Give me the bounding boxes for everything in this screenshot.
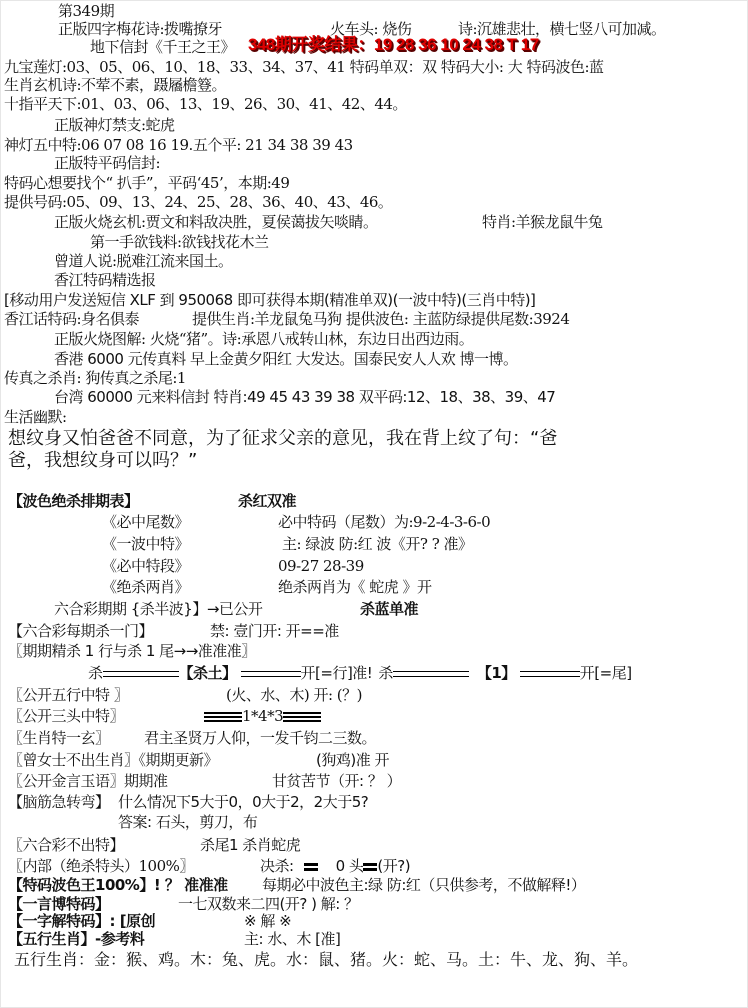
one-word-label: 【一言博特码】 — [8, 895, 110, 913]
lamp-five: 神灯五中特:06 07 08 16 19.五个平: 21 34 38 39 43 — [4, 136, 353, 154]
kill-b-end: 开[=尾] — [579, 664, 632, 682]
life-humor-label: 生活幽默: — [4, 408, 67, 426]
fire-picture: 正版火烧图解: 火烧“猪”。诗:承恩八戒转山林，东边日出西边雨。 — [54, 330, 474, 348]
thick-bar — [283, 712, 321, 722]
thick-bar — [204, 712, 242, 722]
riddle-question: 什么情况下5大于0，0大于2，2大于5? — [118, 793, 369, 811]
golden-words-label: 〖公开金言玉语〗期期准 — [8, 772, 168, 790]
draw-result-headline: 348期开奖结果：19 28 36 10 24 38 T 17 — [248, 35, 539, 54]
wuxing-zodiac-list: 五行生肖：金：猴、鸡。木：兔、虎。水：鼠、猪。火：蛇、马。土：牛、龙、狗、羊。 — [14, 950, 639, 969]
kill-line-title: 〖期期精杀 1 行与杀 1 尾→→准准准〗 — [8, 642, 256, 660]
equal-bar — [304, 863, 318, 871]
xiangjiang-talk: 香江话特码:身名俱泰 — [4, 310, 140, 328]
lamp-forbidden: 正版神灯禁支:蛇虎 — [54, 116, 175, 134]
inner-label: 〖内部（绝杀特头）100%〗 — [8, 857, 194, 875]
riddle-label: 【脑筋急转弯】 — [8, 793, 110, 811]
no-special-value: 杀尾1 杀肖蛇虎 — [200, 836, 301, 854]
zodiac-mystery-value: 君主圣贤万人仰，一发千钧二三数。 — [144, 729, 377, 747]
zeng-says: 曾道人说:脱难江流来国土。 — [54, 252, 233, 270]
first-hand: 第一手欲钱料:欲钱找花木兰 — [90, 233, 269, 251]
zodiac-mystery-label: 〖生肖特一玄〗 — [8, 729, 110, 747]
hk-fax: 香港 6000 元传真料 早上金黄夕阳红 大发达。国泰民安人人欢 博一博。 — [54, 350, 518, 368]
provided-zodiac: 提供生肖:羊龙鼠兔马狗 提供波色: 主蓝防绿提供尾数:3924 — [192, 310, 570, 328]
fire-mystery: 正版火烧玄机:贾文和料敌决胜，夏侯蔼拔矢啖睛。 — [54, 213, 378, 231]
double-line-divider — [241, 671, 301, 677]
riddle-answer: 答案: 石头，剪刀，布 — [118, 813, 258, 831]
one-char-label: 【一字解特码】: [原创 — [8, 912, 156, 930]
table-row-value: 09-27 28-39 — [278, 557, 364, 575]
xiangjiang-report: 香江特码精选报 — [54, 271, 156, 289]
table-title-right: 杀红双准 — [238, 492, 297, 510]
table-row-value: 必中特码（尾数）为:9-2-4-3-6-0 — [278, 513, 491, 531]
one-word-value: 一七双数来二四(开? ) 解: ？ — [178, 895, 359, 913]
table-row-label: 《一波中特》 — [102, 535, 190, 553]
inner-open: (开?) — [377, 857, 411, 875]
half-wave-right: 杀蓝单准 — [360, 600, 419, 618]
special-zodiac: 特肖:羊猴龙鼠牛兔 — [482, 213, 603, 231]
wave-king-label: 【特码波色王100%】! ？ 准准准 — [8, 876, 228, 894]
issue-number: 第349期 — [58, 2, 115, 20]
half-wave: 六合彩期期 {杀半波}】→已公开 — [54, 600, 263, 618]
special-thief: 特码心想要找个“ 扒手”，平码‘45’，本期:49 — [4, 174, 290, 192]
double-line-divider — [103, 671, 179, 677]
train-head: 火车头: 烧伤 — [330, 20, 412, 38]
wave-king-value: 每期必中波色主:绿 防:红（只供参考，不做解释!） — [262, 876, 586, 894]
table-row-label: 《必中尾数》 — [102, 513, 190, 531]
double-line-divider — [520, 671, 580, 677]
kill-b-tag: 【1】 — [476, 664, 516, 682]
zodiac-mystery-poem: 生肖玄机诗:不荤不素，蹑屩檐簦。 — [4, 76, 227, 94]
table-title: 【波色绝杀排期表】 — [8, 492, 139, 510]
table-row-value: 主: 绿波 防:红 波《开? ? 准》 — [282, 535, 473, 553]
table-row-label: 《绝杀两肖》 — [102, 578, 190, 596]
double-line-divider — [393, 671, 469, 677]
provided-numbers: 提供号码:05、09、13、24、25、28、36、40、43、46。 — [4, 193, 393, 211]
door-label: 【六合彩每期杀一门】 — [8, 622, 154, 640]
golden-words-value: 甘贫苦节（开: ？ ） — [272, 772, 402, 790]
joke-line-1: 想纹身又怕爸爸不同意，为了征求父亲的意见，我在背上纹了句：“爸 — [8, 428, 558, 449]
three-head-row — [204, 707, 321, 725]
three-head-label: 〖公开三头中特〗 — [8, 707, 125, 725]
poem: 诗:沉雄悲壮，横七竖八可加减。 — [458, 20, 666, 38]
kill-a-tag: 【杀土】 — [178, 664, 237, 682]
wuxing-value: 主: 水、木 [准] — [244, 930, 341, 948]
zeng-value: (狗鸡)准 开 — [316, 751, 389, 769]
ten-fingers: 十指平天下:01、03、06、13、19、26、30、41、42、44。 — [4, 95, 407, 113]
taiwan-envelope: 台湾 60000 元来料信封 特肖:49 45 43 39 38 双平码:12、18、38、39、47 — [54, 388, 556, 406]
equal-bar — [363, 863, 377, 871]
table-row-value: 绝杀两肖为《 蛇虎 》开 — [278, 578, 432, 596]
wuxing-label: 【五行生肖】-参考料 — [8, 930, 145, 948]
three-head-value: 1*4*3 — [242, 707, 284, 725]
five-elements-label: 〖公开五行中特 〗 — [8, 686, 129, 704]
kill-row — [88, 664, 632, 682]
joke-line-2: 爸，我想纹身可以吗？” — [8, 450, 198, 471]
inner-kill: 决杀: — [260, 857, 294, 875]
door-value: 禁: 壹门开: 开==准 — [210, 622, 339, 640]
no-special-label: 〖六合彩不出特】 — [8, 836, 125, 854]
kill-a: 杀 — [88, 664, 103, 682]
kill-b: 杀 — [378, 664, 393, 682]
table-row-label: 《必中特段》 — [102, 557, 190, 575]
sms-promo: [移动用户发送短信 XLF 到 950068 即可获得本期(精准单双)(一波中特)(三肖中特)] — [4, 291, 536, 309]
nine-lotus-lamp: 九宝莲灯:03、05、06、10、18、33、34、37、41 特码单双：双 特码大小: 大 特码波色:蓝 — [4, 58, 604, 76]
plum-poem: 正版四字梅花诗:拨嘴撩牙 — [58, 20, 223, 38]
inner-head: 0 头 — [335, 857, 364, 875]
kill-a-end: 开[=行]准! — [300, 664, 373, 682]
inner-row — [260, 857, 410, 875]
underground-envelope: 地下信封《千王之王》 — [90, 38, 236, 56]
five-elements-value: (火、水、木) 开: (？) — [226, 686, 362, 704]
one-char-value: ※ 解 ※ — [244, 912, 292, 930]
special-envelope: 正版特平码信封: — [54, 154, 161, 172]
fax-kill: 传真之杀肖: 狗传真之杀尾:1 — [4, 369, 186, 387]
zeng-label: 〖曾女士不出生肖〗《期期更新》 — [8, 751, 219, 769]
